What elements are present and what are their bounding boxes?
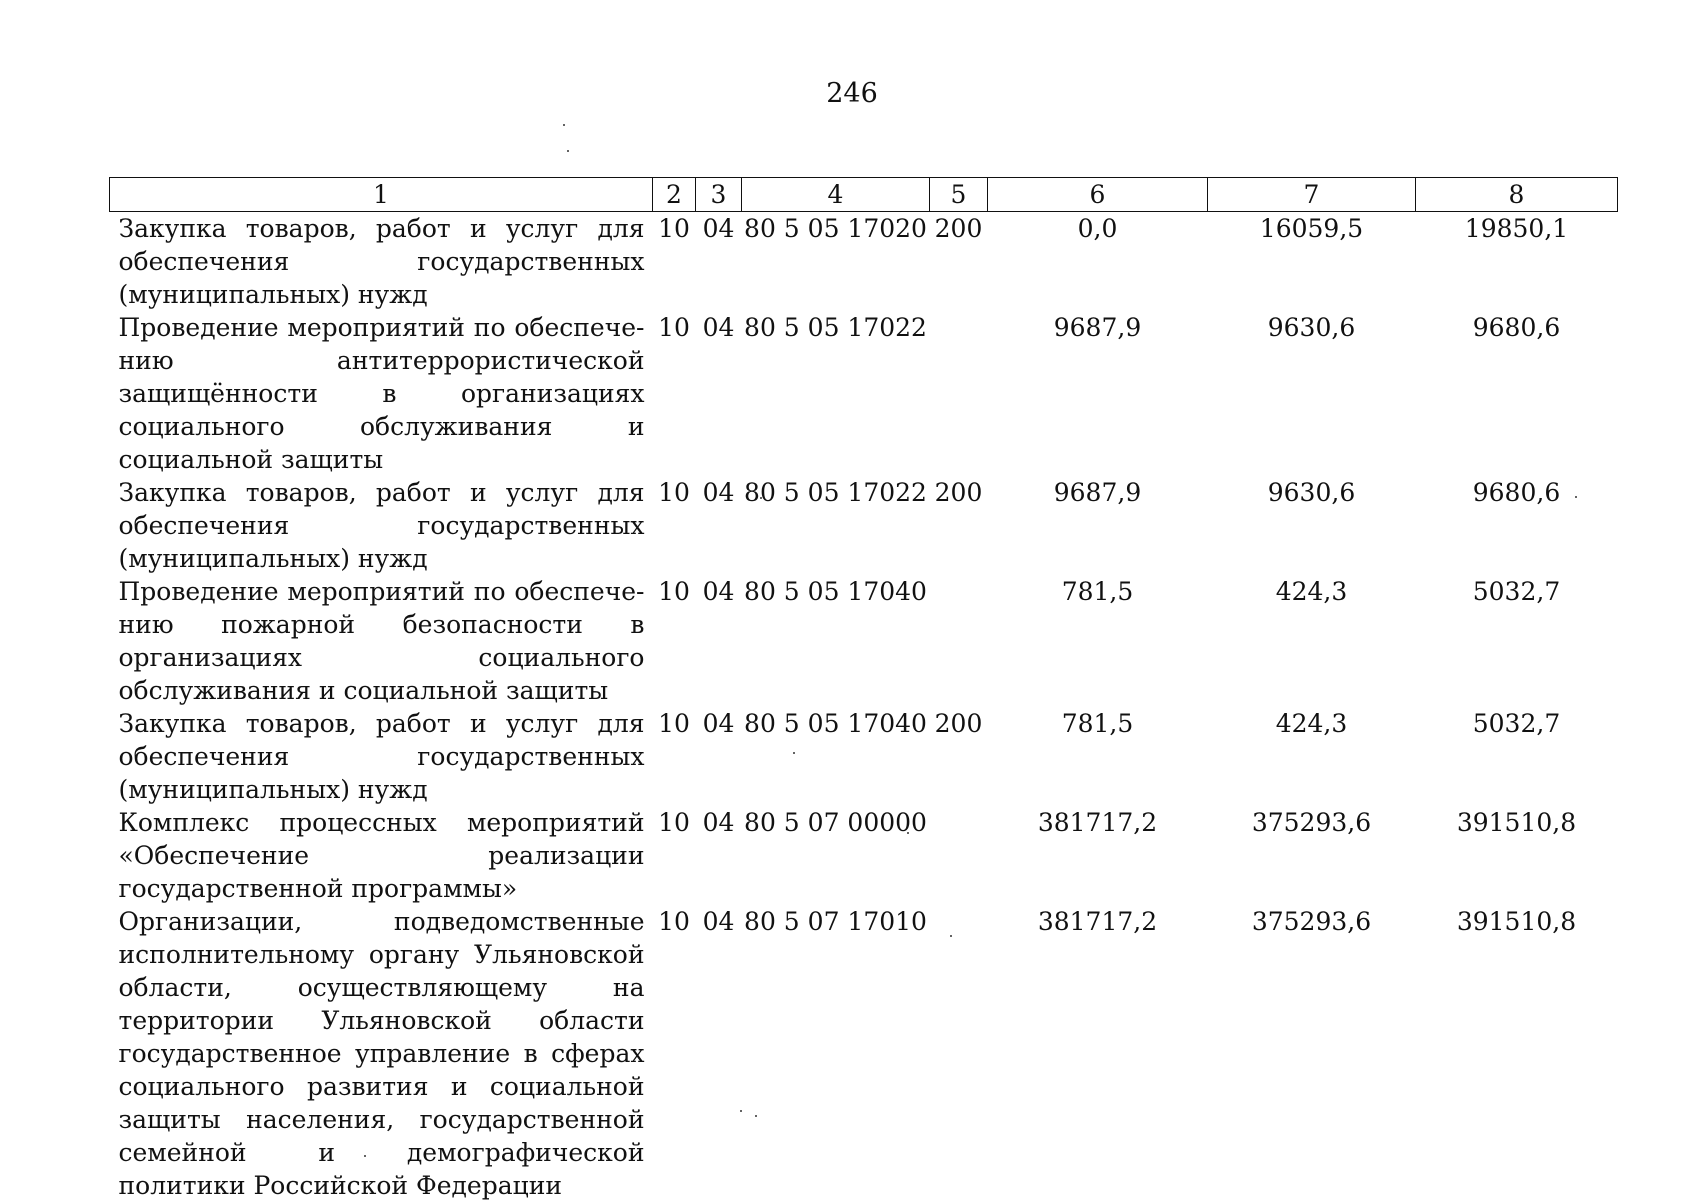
row-value-col6: 381717,2	[1037, 808, 1158, 837]
row-section: 10	[658, 577, 690, 606]
row-subsection: 04	[702, 808, 735, 837]
row-value-col6: 0,0	[1077, 214, 1118, 243]
row-section: 10	[658, 313, 690, 342]
row-target-article: 80 5 07 17010	[744, 907, 927, 936]
row-subsection: 04	[702, 313, 735, 342]
row-value-col6: 781,5	[1061, 577, 1134, 606]
row-value-col6: 781,5	[1061, 709, 1134, 738]
table-row	[110, 476, 1618, 575]
row-name: Закупка товаров, работ и услуг для обеспечения государственных (муниципальных) нужд	[118, 709, 645, 804]
header-col-8: 8	[1416, 178, 1618, 212]
header-col-6: 6	[988, 178, 1208, 212]
row-section: 10	[658, 214, 690, 243]
row-value-col8: 9680,6	[1472, 313, 1561, 342]
row-value-col7: 424,3	[1275, 577, 1348, 606]
row-subsection: 04	[702, 709, 735, 738]
row-value-col8: 9680,6	[1472, 478, 1561, 507]
row-value-col7: 9630,6	[1267, 478, 1356, 507]
budget-table	[109, 177, 1618, 1202]
row-target-article: 80 5 05 17020	[744, 214, 927, 243]
row-name: Закупка товаров, работ и услуг для обеспечения государственных (муниципальных) нужд	[118, 478, 645, 573]
row-name: Проведение мероприятий по обеспечению пожарной безопасности в организациях социального обслуживания и социальной защиты	[118, 577, 645, 705]
row-value-col8: 5032,7	[1472, 709, 1561, 738]
row-section: 10	[658, 907, 690, 936]
row-value-col6: 381717,2	[1037, 907, 1158, 936]
header-col-4: 4	[742, 178, 930, 212]
row-expense-type: 200	[934, 214, 983, 243]
row-expense-type	[930, 575, 988, 707]
table-row	[110, 575, 1618, 707]
header-col-2: 2	[653, 178, 696, 212]
table-row	[110, 905, 1618, 1202]
row-expense-type	[930, 905, 988, 1202]
row-section: 10	[658, 709, 690, 738]
header-row	[110, 178, 1618, 212]
header-col-7: 7	[1208, 178, 1416, 212]
header-col-1: 1	[110, 178, 653, 212]
row-expense-type: 200	[934, 478, 983, 507]
table-row	[110, 806, 1618, 905]
row-value-col7: 375293,6	[1251, 808, 1372, 837]
row-value-col7: 16059,5	[1259, 214, 1364, 243]
row-value-col8: 19850,1	[1464, 214, 1569, 243]
row-subsection: 04	[702, 478, 735, 507]
row-target-article: 80 5 05 17040	[744, 709, 927, 738]
row-expense-type: 200	[934, 709, 983, 738]
header-col-3: 3	[696, 178, 742, 212]
header-col-5: 5	[930, 178, 988, 212]
scan-speck	[563, 124, 565, 126]
row-subsection: 04	[702, 577, 735, 606]
page-number: 246	[826, 78, 878, 109]
row-subsection: 04	[702, 907, 735, 936]
row-name: Организации, подведомственные исполнительному органу Ульяновской области, осуществляющему на территории Ульяновской области государственное управление в сферах социального развития и социальной защиты населения, государственной семейной и демографической политики Российской Федерации	[118, 907, 645, 1200]
row-value-col7: 375293,6	[1251, 907, 1372, 936]
row-section: 10	[658, 478, 690, 507]
table-row	[110, 311, 1618, 476]
row-value-col6: 9687,9	[1053, 478, 1142, 507]
table-row	[110, 707, 1618, 806]
scan-speck	[567, 150, 569, 152]
row-value-col8: 5032,7	[1472, 577, 1561, 606]
table-row	[110, 212, 1618, 312]
row-value-col8: 391510,8	[1456, 808, 1577, 837]
row-target-article: 80 5 05 17022	[744, 478, 927, 507]
row-expense-type	[930, 311, 988, 476]
row-name: Комплекс процессных мероприятий «Обеспечение реализации государственной программы»	[118, 808, 645, 903]
row-subsection: 04	[702, 214, 735, 243]
row-name: Проведение мероприятий по обеспечению антитеррористической защищённости в организациях социального обслуживания и социальной защиты	[118, 313, 645, 474]
row-section: 10	[658, 808, 690, 837]
row-target-article: 80 5 07 00000	[744, 808, 927, 837]
row-expense-type	[930, 806, 988, 905]
row-target-article: 80 5 05 17022	[744, 313, 927, 342]
row-value-col8: 391510,8	[1456, 907, 1577, 936]
row-value-col7: 9630,6	[1267, 313, 1356, 342]
row-value-col6: 9687,9	[1053, 313, 1142, 342]
row-name: Закупка товаров, работ и услуг для обеспечения государственных (муниципальных) нужд	[118, 214, 645, 309]
row-value-col7: 424,3	[1275, 709, 1348, 738]
row-target-article: 80 5 05 17040	[744, 577, 927, 606]
